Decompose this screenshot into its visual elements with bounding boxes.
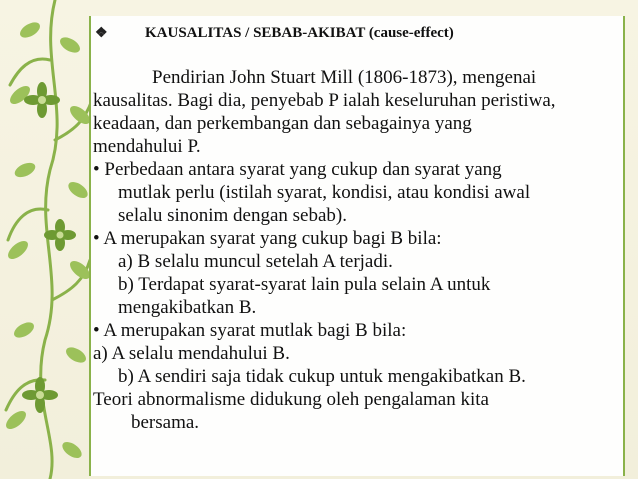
body-line: mengakibatkan B. bbox=[118, 297, 257, 318]
diamond-bullet-icon: ❖ bbox=[95, 26, 108, 41]
list-item: a) A selalu mendahului B. bbox=[93, 343, 290, 364]
body-line: mendahului P. bbox=[93, 136, 201, 157]
floral-vine-decoration bbox=[0, 0, 100, 479]
bullet-line: • A merupakan syarat yang cukup bagi B bila: bbox=[93, 228, 442, 249]
body-line: mutlak perlu (istilah syarat, kondisi, atau kondisi awal bbox=[118, 182, 531, 203]
heading-text: KAUSALITAS / SEBAB-AKIBAT (cause-effect) bbox=[145, 25, 454, 41]
body-line: keadaan, dan perkembangan dan sebagainya yang bbox=[93, 113, 472, 134]
body-line: Pendirian John Stuart Mill (1806-1873), mengenai bbox=[152, 67, 537, 88]
list-item: b) A sendiri saja tidak cukup untuk mengakibatkan B. bbox=[118, 366, 526, 387]
list-item: a) B selalu muncul setelah A terjadi. bbox=[118, 251, 393, 272]
body-line: bersama. bbox=[131, 412, 200, 433]
body-line: kausalitas. Bagi dia, penyebab P ialah keseluruhan peristiwa, bbox=[93, 90, 556, 111]
body-line: selalu sinonim dengan sebab). bbox=[118, 205, 348, 226]
list-item: b) Terdapat syarat-syarat lain pula selain A untuk bbox=[118, 274, 491, 295]
slide-heading bbox=[95, 25, 454, 42]
bullet-line: • A merupakan syarat mutlak bagi B bila: bbox=[93, 320, 407, 341]
bullet-line: • Perbedaan antara syarat yang cukup dan syarat yang bbox=[93, 159, 502, 180]
body-line: Teori abnormalisme didukung oleh pengalaman kita bbox=[93, 389, 489, 410]
